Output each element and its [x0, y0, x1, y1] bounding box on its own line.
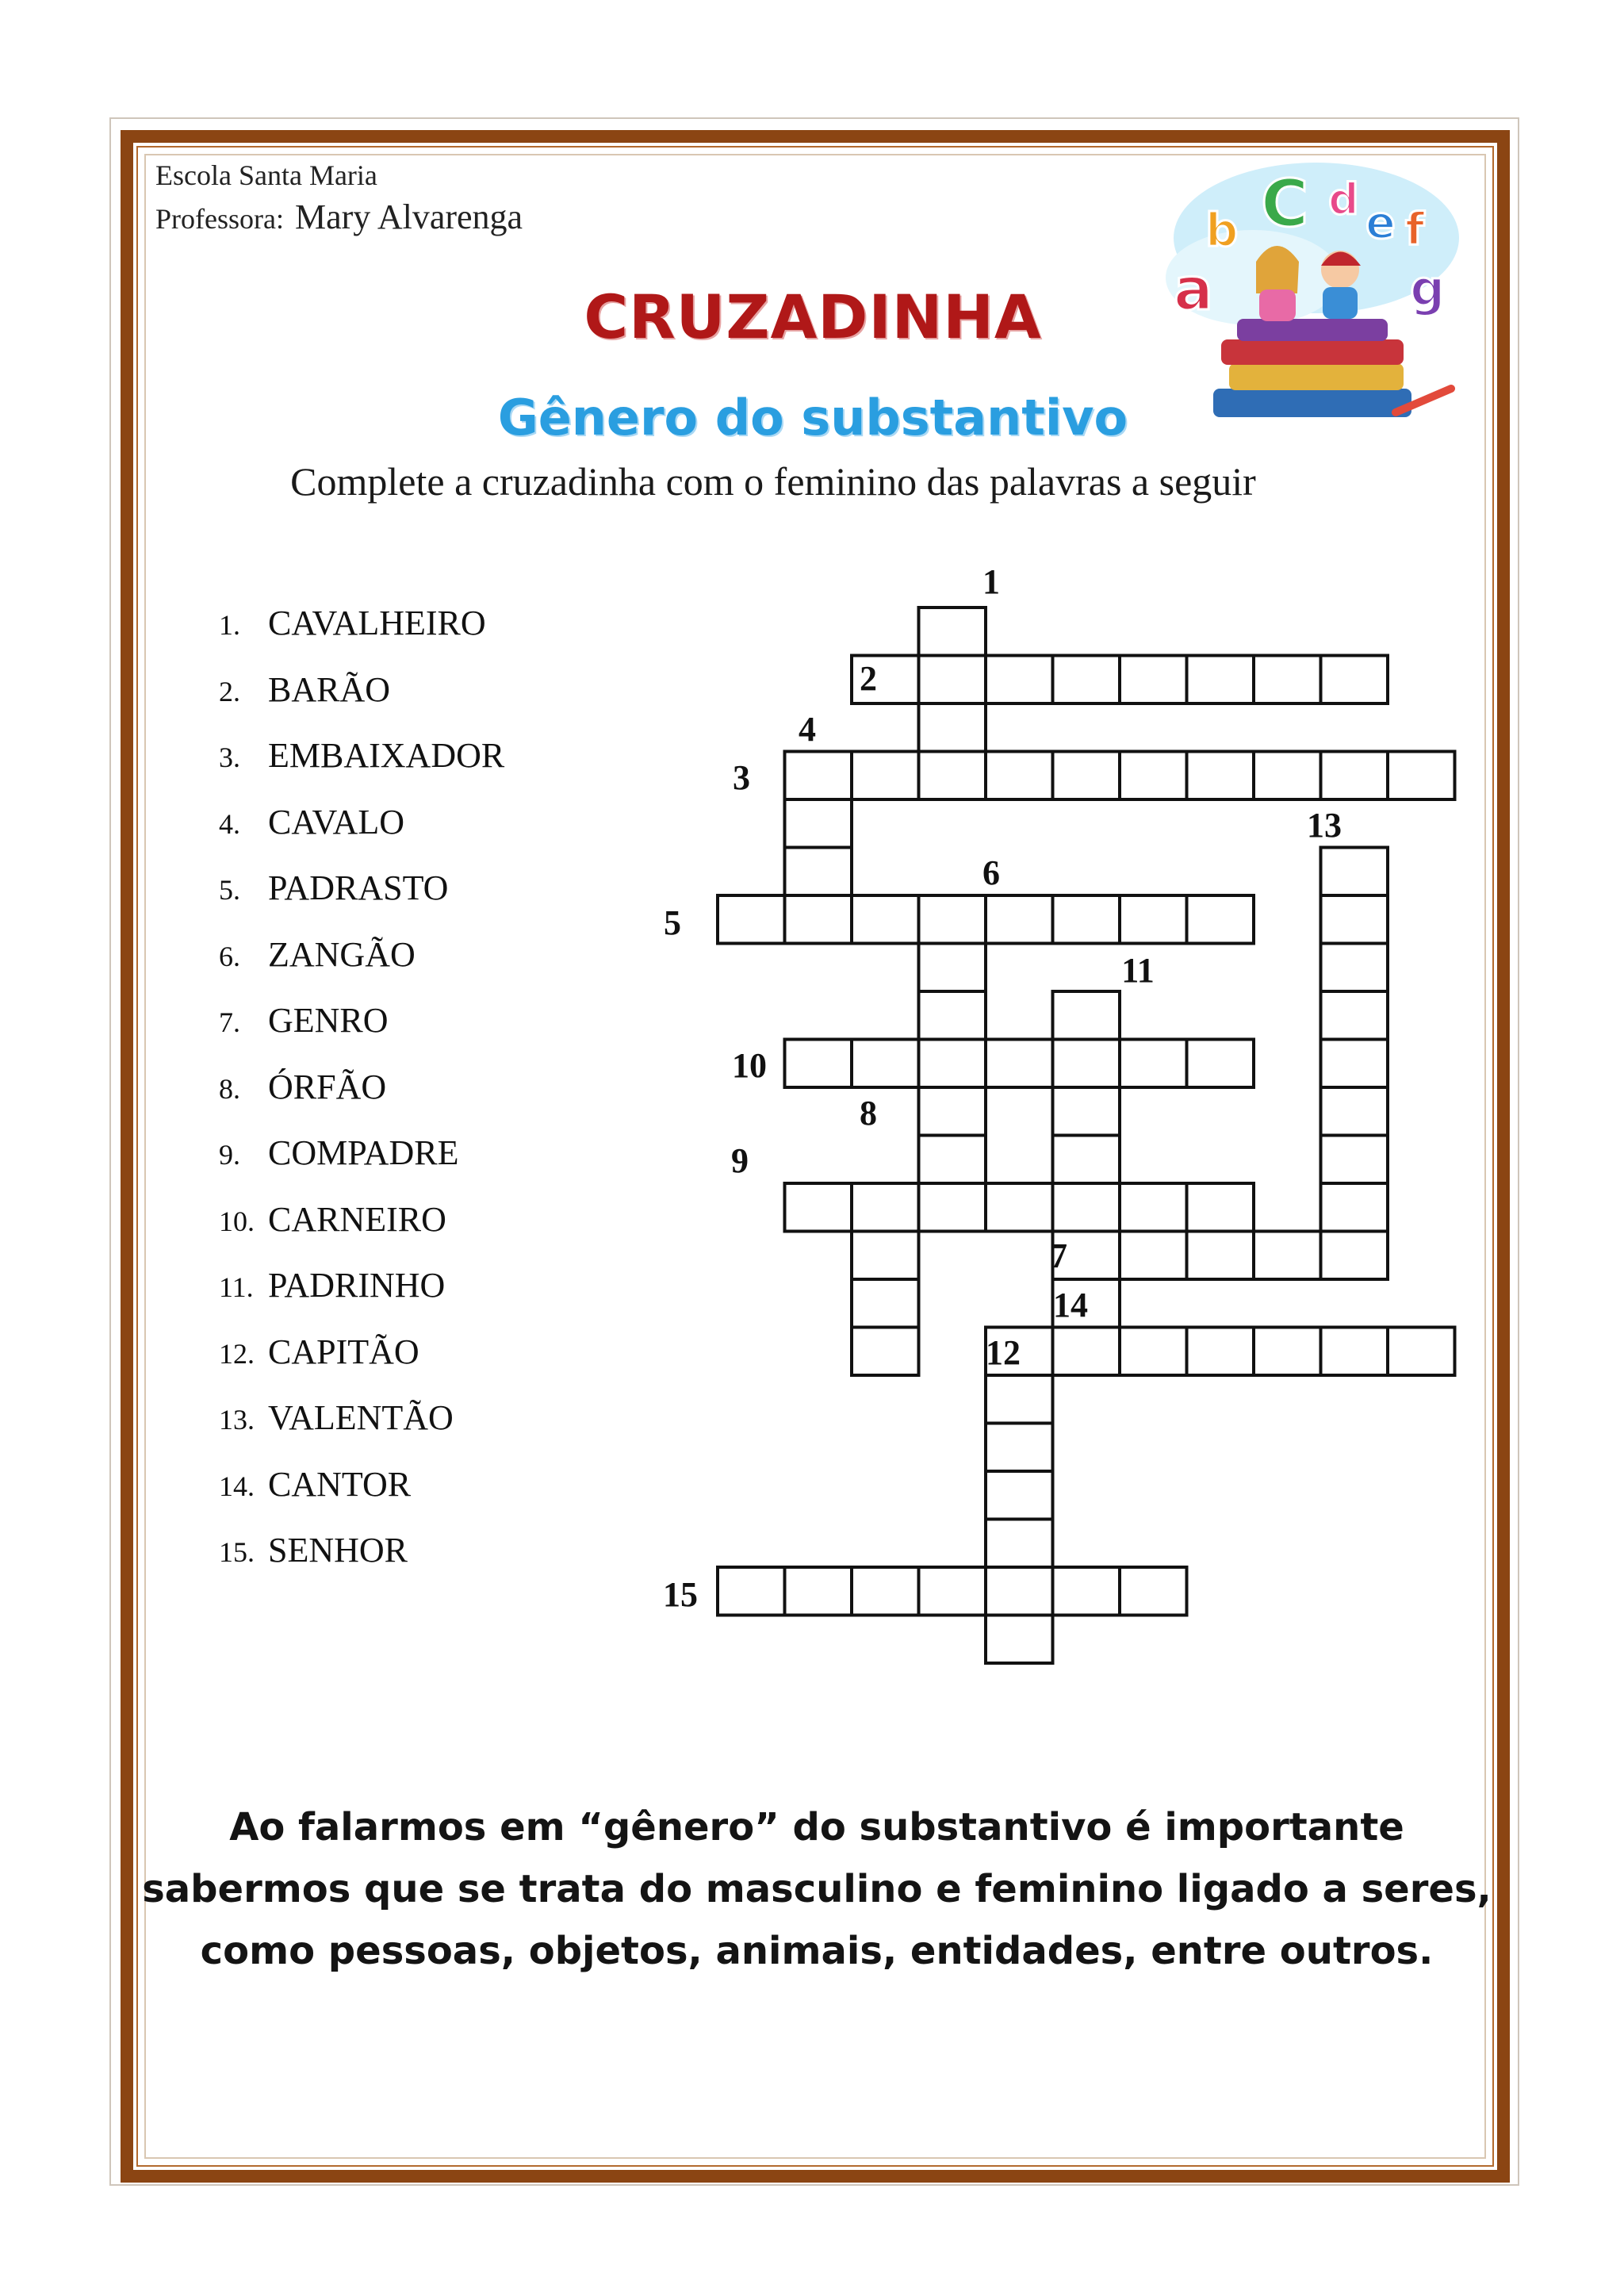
crossword-cell[interactable] — [718, 895, 785, 944]
clue-number: 11. — [219, 1271, 254, 1303]
crossword-cell[interactable] — [1053, 1040, 1120, 1088]
crossword-cell[interactable] — [785, 1567, 852, 1616]
crossword-cell[interactable] — [1120, 1328, 1187, 1376]
letter-f-icon: f — [1405, 204, 1425, 255]
instruction-text: Complete a cruzadinha com o feminino das palavras a seguir — [290, 459, 1256, 504]
crossword-cell[interactable] — [785, 1183, 852, 1232]
crossword-cell[interactable] — [1120, 1232, 1187, 1280]
crossword-cell[interactable] — [1187, 656, 1254, 704]
crossword-cell[interactable] — [1053, 991, 1120, 1040]
crossword-cell[interactable] — [852, 1183, 919, 1232]
clue-word: COMPADRE — [268, 1133, 459, 1172]
clue-word: PADRINHO — [268, 1266, 446, 1305]
school-name: Escola Santa Maria — [155, 159, 377, 191]
clue-word: CAPITÃO — [268, 1332, 419, 1371]
clue-word: GENRO — [268, 1001, 389, 1040]
page-title: CRUZADINHA — [584, 282, 1042, 352]
teacher-label: Professora: — [155, 203, 284, 235]
crossword-cell[interactable] — [1388, 752, 1455, 800]
crossword-cell[interactable] — [785, 1040, 852, 1088]
page-subtitle: Gênero do substantivo — [497, 389, 1128, 447]
crossword-cell[interactable] — [785, 799, 852, 848]
clue-label-3: 3 — [733, 758, 750, 797]
clue-label-8: 8 — [860, 1094, 877, 1133]
crossword-cell[interactable] — [1321, 1232, 1388, 1280]
clue-number: 4. — [219, 807, 240, 840]
crossword-cell[interactable] — [986, 1183, 1053, 1232]
crossword-cell[interactable] — [986, 656, 1053, 704]
letter-e-icon: e — [1365, 197, 1396, 249]
crossword-cell[interactable] — [1321, 991, 1388, 1040]
clue-label-15: 15 — [663, 1575, 698, 1614]
crossword-cell[interactable] — [919, 1040, 986, 1088]
clue-label-4: 4 — [799, 710, 816, 749]
crossword-cell[interactable] — [1321, 1328, 1388, 1376]
crossword-cell[interactable] — [1321, 944, 1388, 992]
letter-c-icon: C — [1261, 167, 1309, 242]
crossword-cell[interactable] — [919, 944, 986, 992]
crossword-cell[interactable] — [986, 1567, 1053, 1616]
crossword-cell[interactable] — [1321, 848, 1388, 896]
crossword-cell[interactable] — [986, 1471, 1053, 1520]
crossword-cell[interactable] — [1053, 1567, 1120, 1616]
crossword-cell[interactable] — [1321, 1040, 1388, 1088]
letter-a-icon: a — [1174, 255, 1213, 324]
crossword-cell[interactable] — [919, 991, 986, 1040]
crossword-cell[interactable] — [1254, 1232, 1321, 1280]
crossword-cell[interactable] — [852, 1232, 919, 1280]
clue-word: CARNEIRO — [268, 1199, 446, 1239]
crossword-cell[interactable] — [1120, 895, 1187, 944]
clue-label-2: 2 — [860, 659, 877, 698]
crossword-cell[interactable] — [919, 656, 986, 704]
clue-word: CAVALHEIRO — [268, 604, 486, 642]
clue-word: CANTOR — [268, 1464, 412, 1504]
crossword-cell[interactable] — [1187, 1232, 1254, 1280]
crossword-cell[interactable] — [852, 1328, 919, 1376]
crossword-cell[interactable] — [1120, 1040, 1187, 1088]
crossword-cell[interactable] — [919, 752, 986, 800]
clue-number: 7. — [219, 1006, 240, 1038]
crossword-cell[interactable] — [1053, 752, 1120, 800]
crossword-cell[interactable] — [986, 1040, 1053, 1088]
crossword-cell[interactable] — [1187, 895, 1254, 944]
crossword-cell[interactable] — [1053, 656, 1120, 704]
letter-d-icon: d — [1328, 174, 1359, 224]
crossword-cell[interactable] — [785, 848, 852, 896]
crossword-cell[interactable] — [986, 1424, 1053, 1472]
clue-label-10: 10 — [732, 1046, 767, 1085]
crossword-cell[interactable] — [1187, 1328, 1254, 1376]
clue-number: 1. — [219, 609, 240, 641]
crossword-cell[interactable] — [986, 752, 1053, 800]
clue-label-14: 14 — [1053, 1286, 1088, 1324]
crossword-cell[interactable] — [852, 1040, 919, 1088]
clue-label-6: 6 — [982, 853, 1000, 892]
crossword-cell[interactable] — [1254, 752, 1321, 800]
crossword-cell[interactable] — [1120, 656, 1187, 704]
crossword-cell[interactable] — [1187, 752, 1254, 800]
crossword-cell[interactable] — [785, 752, 852, 800]
crossword-cell[interactable] — [1254, 656, 1321, 704]
clue-label-7: 7 — [1050, 1236, 1067, 1275]
crossword-cell[interactable] — [1120, 1183, 1187, 1232]
crossword-cell[interactable] — [986, 895, 1053, 944]
crossword-cell[interactable] — [852, 895, 919, 944]
clue-number: 14. — [219, 1470, 255, 1502]
crossword-cell[interactable] — [986, 1375, 1053, 1424]
clue-number: 2. — [219, 675, 240, 707]
clue-word: EMBAIXADOR — [268, 736, 505, 775]
crossword-cell[interactable] — [1053, 1183, 1120, 1232]
crossword-cell[interactable] — [919, 895, 986, 944]
crossword-cell[interactable] — [1187, 1040, 1254, 1088]
crossword-cell[interactable] — [1053, 1087, 1120, 1136]
crossword-cell[interactable] — [1053, 1328, 1120, 1376]
clue-word: ÓRFÃO — [268, 1067, 387, 1106]
letter-b-icon: b — [1205, 203, 1239, 257]
crossword-cell[interactable] — [1321, 752, 1388, 800]
crossword-cell[interactable] — [1321, 1087, 1388, 1136]
crossword-cell[interactable] — [919, 1183, 986, 1232]
crossword-cell[interactable] — [919, 703, 986, 752]
crossword-cell[interactable] — [1321, 1136, 1388, 1184]
clue-number: 3. — [219, 742, 240, 773]
crossword-cell[interactable] — [1053, 895, 1120, 944]
footer-note: Ao falarmos em “gênero” do substantivo é importante sabermos que se trata do masculino e feminino ligado a seres, como pessoas, objetos, animais, entidades, entre outros. — [142, 1805, 1492, 1973]
clue-number: 9. — [219, 1139, 240, 1171]
clue-number: 15. — [219, 1536, 255, 1568]
clue-label-13: 13 — [1307, 806, 1342, 845]
crossword-cell[interactable] — [1254, 1328, 1321, 1376]
crossword-cell[interactable] — [919, 608, 986, 656]
crossword-cell[interactable] — [852, 1567, 919, 1616]
clue-label-9: 9 — [731, 1141, 749, 1180]
crossword-cell[interactable] — [852, 1279, 919, 1328]
crossword-cell[interactable] — [1120, 752, 1187, 800]
clue-number: 8. — [219, 1072, 240, 1105]
clue-word: BARÃO — [268, 669, 391, 709]
crossword-cell[interactable] — [1053, 1136, 1120, 1184]
crossword-cell[interactable] — [919, 1087, 986, 1136]
crossword-cell[interactable] — [919, 1567, 986, 1616]
clue-number: 6. — [219, 940, 240, 972]
letter-g-icon: g — [1410, 259, 1446, 317]
crossword-cell[interactable] — [785, 895, 852, 944]
crossword-cell[interactable] — [1388, 1328, 1455, 1376]
crossword-cell[interactable] — [986, 1616, 1053, 1664]
crossword-cell[interactable] — [1120, 1567, 1187, 1616]
clue-label-12: 12 — [986, 1333, 1021, 1372]
clue-number: 5. — [219, 874, 240, 906]
clue-word: PADRASTO — [268, 868, 449, 907]
crossword-cell[interactable] — [1321, 895, 1388, 944]
clue-word: SENHOR — [268, 1531, 408, 1570]
crossword-cell[interactable] — [919, 1136, 986, 1184]
clue-label-1: 1 — [982, 562, 1000, 601]
crossword-cell[interactable] — [986, 1520, 1053, 1568]
teacher-name: Mary Alvarenga — [294, 197, 523, 236]
crossword-cell[interactable] — [718, 1567, 785, 1616]
crossword-cell[interactable] — [852, 752, 919, 800]
crossword-cell[interactable] — [1321, 656, 1388, 704]
crossword-cell[interactable] — [1187, 1183, 1254, 1232]
crossword-cell[interactable] — [1321, 1183, 1388, 1232]
clue-number: 13. — [219, 1404, 255, 1435]
clue-word: CAVALO — [268, 802, 404, 841]
clue-number: 10. — [219, 1205, 255, 1237]
clue-number: 12. — [219, 1337, 255, 1370]
clue-label-5: 5 — [664, 903, 681, 942]
clue-word: VALENTÃO — [268, 1398, 454, 1437]
clue-label-11: 11 — [1121, 951, 1155, 990]
clue-word: ZANGÃO — [268, 934, 416, 974]
